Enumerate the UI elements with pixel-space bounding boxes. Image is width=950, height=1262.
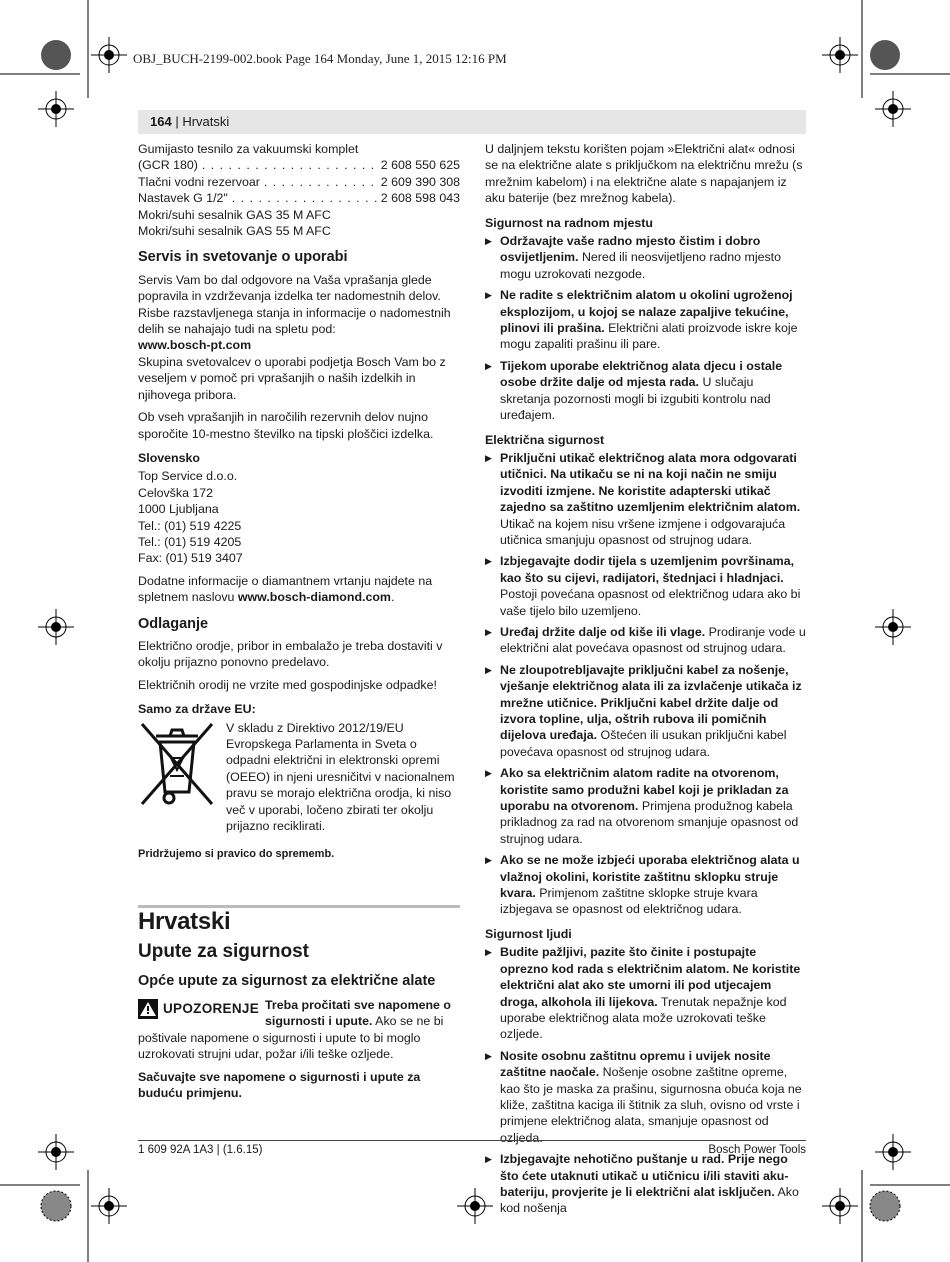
footer-code: 1 609 92A 1A3 | (1.6.15) xyxy=(138,1144,263,1156)
header-section: Hrvatski xyxy=(182,114,230,129)
contact-line: 1000 Ljubljana xyxy=(138,502,219,517)
page-footer xyxy=(138,1140,806,1156)
contact-line: Celovška 172 xyxy=(138,485,214,500)
language-title: Hrvatski xyxy=(138,907,231,935)
list-item: ▶ Ne zloupotrebljavajte priključni kabel za nošenje, vješanje električnog alata ili za izvlačenje utikača iz mrežne utičnice. Priključni kabel držite dalje od izvora topline, ulja, oštrih rubova ili pomičnih dijelova uređaja. Oštećen ili usukan priključni kabel povećava opasnost od strujnog udara. xyxy=(485,662,807,760)
list-item: ▶ Budite pažljivi, pazite što činite i postupajte oprezno kod rada s električnim alatom. Ne koristite električni alat ako ste umorni ili pod utjecajem droga, alkohola ili lijekova. Trenutak nepažnje kod uporabe električnog alata može uzrokovati teške ozljede. xyxy=(485,944,807,1042)
parts-row: Tlačni vodni rezervoar . . . 2 609 390 308 xyxy=(138,174,460,190)
parts-row: Nastavek G 1/2" . . . 2 608 598 043 xyxy=(138,190,460,206)
contact-line: Fax: (01) 519 3407 xyxy=(138,551,243,566)
keep-instructions: Sačuvajte sve napomene o sigurnosti i upute za buduću primjenu. xyxy=(138,1069,421,1101)
diamond-url[interactable]: www.bosch-diamond.com xyxy=(237,590,391,605)
contact-line: Top Service d.o.o. xyxy=(138,469,238,484)
parts-intro: Gumijasto tesnilo za vakuumski komplet xyxy=(138,142,359,156)
list-item: ▶ Izbjegavajte nehotično puštanje u rad. Prije nego što ćete utaknuti utikač u utičnicu i/ili staviti aku-bateriju, provjerite je li električni alat isključen. Ako kod nošenja xyxy=(485,1151,807,1217)
safety-title: Upute za sigurnost xyxy=(138,941,310,963)
list-item: ▶ Ako se ne može izbjeći uporaba električnog alata u vlažnoj okolini, koristite zaštitnu sklopku struje kvara. Primjenom zaštitne sklopke struje kvara izbjegava se opasnost od električnog udara. xyxy=(485,852,807,918)
extra-item: Mokri/suhi sesalnik GAS 55 M AFC xyxy=(138,224,331,239)
warning-bold: Treba pročitati sve napomene o sigurnosti i upute. xyxy=(265,998,451,1029)
footer-brand: Bosch Power Tools xyxy=(708,1144,806,1156)
list-item: ▶ Održavajte vaše radno mjesto čistim i dobro osvijetljenim. Nered ili neosvijetljeno radno mjesto mogu uzrokovati nezgode. xyxy=(485,233,807,282)
list-item: ▶ Priključni utikač električnog alata mora odgovarati utičnici. Na utikaču se ni na koji način ne smiju izvoditi izmjene. Ne koristite adapterski utikač zajedno sa zaštitno uzemljenim električnim alatom. Utikač na kojem nisu vršene izmjene i odgovarajuća utičnica smanjuju opasnost od strujnog udara. xyxy=(485,450,807,548)
list-item: ▶ Uređaj držite dalje od kiše ili vlage. Prodiranje vode u električni alat povećava opasnost od strujnog udara. xyxy=(485,624,807,657)
parts-row: (GCR 180) . . . 2 608 550 625 xyxy=(138,157,460,173)
service-heading: Servis in svetovanje o uporabi xyxy=(138,249,348,266)
eu-heading: Samo za države EU: xyxy=(138,702,256,717)
reserve-note: Pridržujemo si pravico do sprememb. xyxy=(138,848,335,861)
weee-block xyxy=(138,720,460,835)
print-slug: OBJ_BUCH-2199-002.book Page 164 Monday, June 1, 2015 12:16 PM xyxy=(133,51,507,66)
disposal-p2: Električnih orodij ne vrzite med gospodinjske odpadke! xyxy=(138,677,437,692)
list-item: ▶ Izbjegavajte dodir tijela s uzemljenim površinama, kao što su cijevi, radijatori, štednjaci i hladnjaci. Postoji povećana opasnost od električnog udara ako bi vaše tijelo bilo uzemljeno. xyxy=(485,553,807,619)
contact-line: Tel.: (01) 519 4205 xyxy=(138,534,242,549)
electrical-heading: Električna sigurnost xyxy=(485,432,605,447)
warning-label: UPOZORENJE xyxy=(163,1000,260,1016)
list-item: ▶ Tijekom uporabe električnog alata djecu i ostale osobe držite dalje od mjesta rada. U slučaju skretanja pozornosti mogli bi izgubiti kontrolu nad uređajem. xyxy=(485,358,807,424)
list-item: ▶ Ako sa električnim alatom radite na otvorenom, koristite samo produžni kabel koji je prikladan za uporabu na otvorenom. Primjena produžnog kabela prikladnog za rad na otvorenom smanjuje opasnost od strujnog udara. xyxy=(485,765,807,847)
warning-text: Ako se ne bi poštivale napomene o sigurnosti i upute to bi moglo uzrokovati strujni udar, požar i/ili teške ozljede. xyxy=(138,1014,444,1062)
eu-text: V skladu z Direktivo 2012/19/EU Evropskega Parlamenta in Sveta o odpadni električni in elektronski opremi (OEEO) in njeni uresničitvi v nacionalnem pravu se morajo električna orodja, ki niso več v uporabi, ločeno zbirati ter okolju prijazno reciklirati. xyxy=(226,720,455,834)
list-item: ▶ Nosite osobnu zaštitnu opremu i uvijek nosite zaštitne naočale. Nošenje osobne zaštitne opreme, kao što je maska za prašinu, sigurnosna obuća koja ne kliže, zaštitna kaciga ili štitnik za sluh, ovisno od vrste i primjene električnog alata, smanjuje opasnost od ozljeda. xyxy=(485,1048,807,1146)
disposal-heading: Odlaganje xyxy=(138,615,209,632)
contact-country: Slovensko xyxy=(138,450,200,465)
service-p3: Ob vseh vprašanjih in naročilih rezervnih delov nujno sporočite 10-mestno številko na tipski ploščici izdelka. xyxy=(138,410,434,441)
service-url[interactable]: www.bosch-pt.com xyxy=(138,338,252,353)
disposal-p1: Električno orodje, pribor in embalažo je treba dostaviti v okolju prijazno ponovno predelavo. xyxy=(138,638,443,670)
warning-block xyxy=(138,997,460,1063)
page-number: 164 xyxy=(150,114,172,129)
contact-line: Tel.: (01) 519 4225 xyxy=(138,518,242,533)
list-item: ▶ Ne radite s električnim alatom u okolini ugroženoj eksplozijom, u kojoj se nalaze zapaljive tekućine, plinovi ili prašina. Električni alati proizvode iskre koje mogu zapaliti prašinu ili pare. xyxy=(485,287,807,353)
page-header: 164 | Hrvatski xyxy=(138,110,806,134)
extra-item: Mokri/suhi sesalnik GAS 35 M AFC xyxy=(138,207,331,222)
warning-label-box xyxy=(138,999,259,1019)
intro-text: U daljnjem tekstu korišten pojam »Električni alat« odnosi se na električne alate s priključkom na električnu mrežu (s mrežnim kabelom) i na električne alate s napajanjem iz aku baterije (bez mrežnog kabela). xyxy=(485,142,803,206)
warning-icon xyxy=(140,1002,156,1016)
service-p1: Servis Vam bo dal odgovore na Vaša vprašanja glede popravila in vzdrževanja izdelka ter nadomestnih delov. Risbe razstavljenega stanja in informacije o nadomestnih delih se nahajajo tudi na spletu pod: xyxy=(138,272,451,337)
left-column xyxy=(138,141,460,1108)
general-safety-heading: Opće upute za sigurnost za električne alate xyxy=(138,972,436,989)
crossed-bin-icon xyxy=(138,720,216,808)
service-p2: Skupina svetovalcev o uporabi podjetja Bosch Vam bo z veseljem v pomoč pri vprašanjih o naših izdelkih in njihovega pribora. xyxy=(138,354,446,402)
workplace-heading: Sigurnost na radnom mjestu xyxy=(485,215,653,230)
right-column xyxy=(485,141,807,1222)
diamond-info: Dodatne informacije o diamantnem vrtanju najdete na spletnem naslovu www.bosch-diamond.com. xyxy=(138,573,433,605)
personal-heading: Sigurnost ljudi xyxy=(485,926,572,941)
